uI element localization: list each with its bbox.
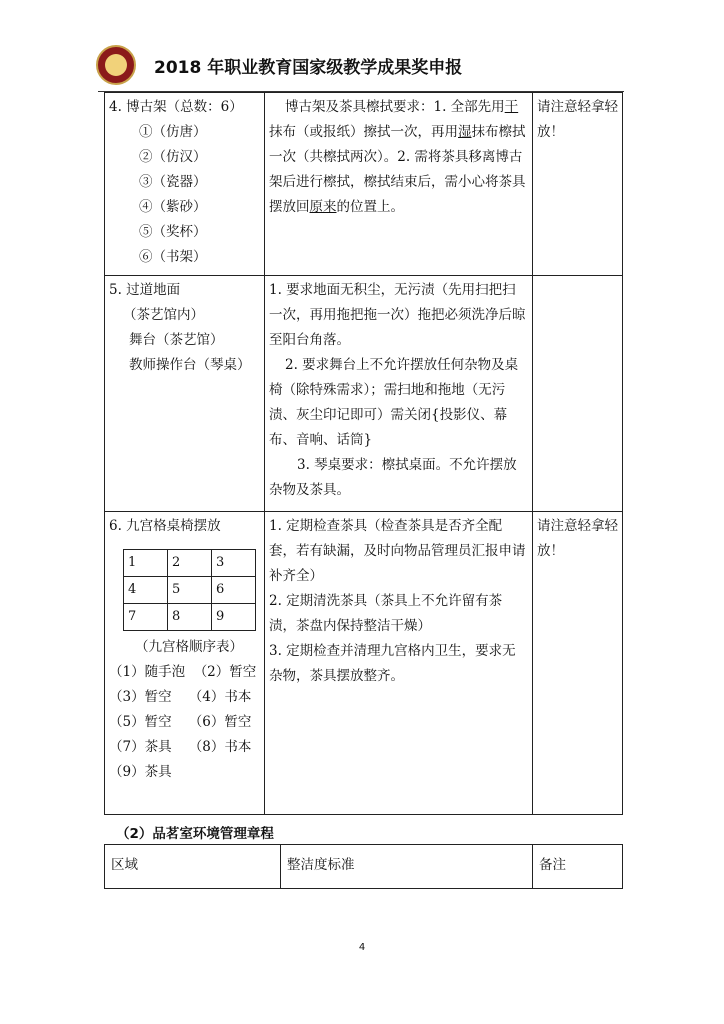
- column-header-standard: 整洁度标准: [281, 845, 533, 889]
- standard-para: 1. 定期检查茶具（检查茶具是否齐全配套，若有缺漏，及时向物品管理员汇报申请补齐全）: [269, 518, 526, 584]
- table-row: [105, 93, 623, 276]
- standard-cell: [265, 512, 533, 815]
- list-item: （3）暂空: [109, 689, 172, 705]
- standard-text: 博古架及茶具檫拭要求：1. 全部先用干抹布（或报纸）擦拭一次，再用湿抹布檫拭一次（共檫拭两次）。2. 需将茶具移离博古架后进行檫拭，檫拭结束后，需小心将茶具摆放回原来的位置上。: [269, 99, 526, 215]
- list-item-row: [109, 710, 260, 735]
- area-cell: [105, 512, 265, 815]
- grid-cell: 5: [168, 577, 212, 604]
- area-item: ④（紫砂）: [139, 199, 207, 215]
- area-item: ⑤（奖杯）: [139, 224, 207, 240]
- table-row: [105, 512, 623, 815]
- school-logo-icon: [96, 45, 136, 85]
- cleaning-standards-table: [104, 92, 623, 815]
- area-item: （茶艺馆内）: [123, 307, 204, 323]
- area-title: 5. 过道地面: [109, 282, 181, 298]
- grid-cell: 3: [212, 550, 256, 577]
- area-item: ①（仿唐）: [139, 124, 207, 140]
- list-item: （2）暂空: [193, 664, 257, 680]
- note-text: 请注意轻拿轻放！: [537, 99, 618, 140]
- area-item: 教师操作台（琴桌）: [129, 357, 251, 373]
- list-item: （7）茶具: [109, 739, 172, 755]
- note-cell: [533, 93, 623, 276]
- list-item: （8）书本: [188, 739, 252, 755]
- nine-grid-table: [123, 549, 256, 631]
- standard-para: 3. 定期检查并清理九宫格内卫生，要求无杂物，茶具摆放整齐。: [269, 643, 516, 684]
- table-row: [105, 276, 623, 512]
- grid-cell: 6: [212, 577, 256, 604]
- grid-cell: 1: [124, 550, 168, 577]
- column-header-area: 区域: [105, 845, 281, 889]
- standard-para: 1. 要求地面无积尘，无污渍（先用扫把扫一次，再用拖把拖一次）拖把必须洗净后晾至阳台角落。: [269, 282, 526, 348]
- area-cell: [105, 93, 265, 276]
- standard-para: 2. 定期清洗茶具（茶具上不允许留有茶渍，茶盘内保持整洁干燥）: [269, 593, 503, 634]
- grid-cell: 7: [124, 604, 168, 631]
- standard-para: 2. 要求舞台上不允许摆放任何杂物及桌椅（除特殊需求）；需扫地和拖地（无污渍、灰尘印记即可）需关闭{投影仪、幕布、音响、话筒}: [269, 357, 519, 448]
- area-title: 6. 九宫格桌椅摆放: [109, 518, 221, 534]
- area-item: ③（瓷器）: [139, 174, 207, 190]
- list-item: （4）书本: [188, 689, 252, 705]
- header-title: 2018 年职业教育国家级教学成果奖申报: [154, 58, 463, 78]
- grid-cell: 4: [124, 577, 168, 604]
- list-item-row: [109, 685, 260, 710]
- grid-cell: 2: [168, 550, 212, 577]
- list-item: （1）随手泡: [109, 664, 186, 680]
- list-item: （5）暂空: [109, 714, 172, 730]
- standard-cell: [265, 93, 533, 276]
- note-cell: [533, 512, 623, 815]
- list-item: （9）茶具: [109, 764, 172, 780]
- standard-cell: [265, 276, 533, 512]
- note-text: 请注意轻拿轻放！: [537, 518, 618, 559]
- environment-rules-table: [104, 844, 623, 889]
- area-item: ②（仿汉）: [139, 149, 207, 165]
- grid-cell: 9: [212, 604, 256, 631]
- area-item: ⑥（书架）: [139, 249, 207, 265]
- column-header-note: 备注: [533, 845, 623, 889]
- page-number: 4: [358, 942, 366, 953]
- area-title: 4. 博古架（总数：6）: [109, 99, 243, 115]
- list-item-row: [109, 660, 260, 685]
- page-header: [96, 45, 636, 85]
- note-cell: [533, 276, 623, 512]
- list-item: （6）暂空: [188, 714, 252, 730]
- area-item: 舞台（茶艺馆）: [129, 332, 224, 348]
- area-cell: [105, 276, 265, 512]
- grid-caption: （九宫格顺序表）: [135, 639, 243, 655]
- table-header-row: [105, 845, 623, 889]
- list-item-row: [109, 735, 260, 760]
- section-heading: （2）品茗室环境管理章程: [116, 826, 274, 842]
- standard-para: 3. 琴桌要求：檫拭桌面。不允许摆放杂物及茶具。: [269, 457, 517, 498]
- grid-cell: 8: [168, 604, 212, 631]
